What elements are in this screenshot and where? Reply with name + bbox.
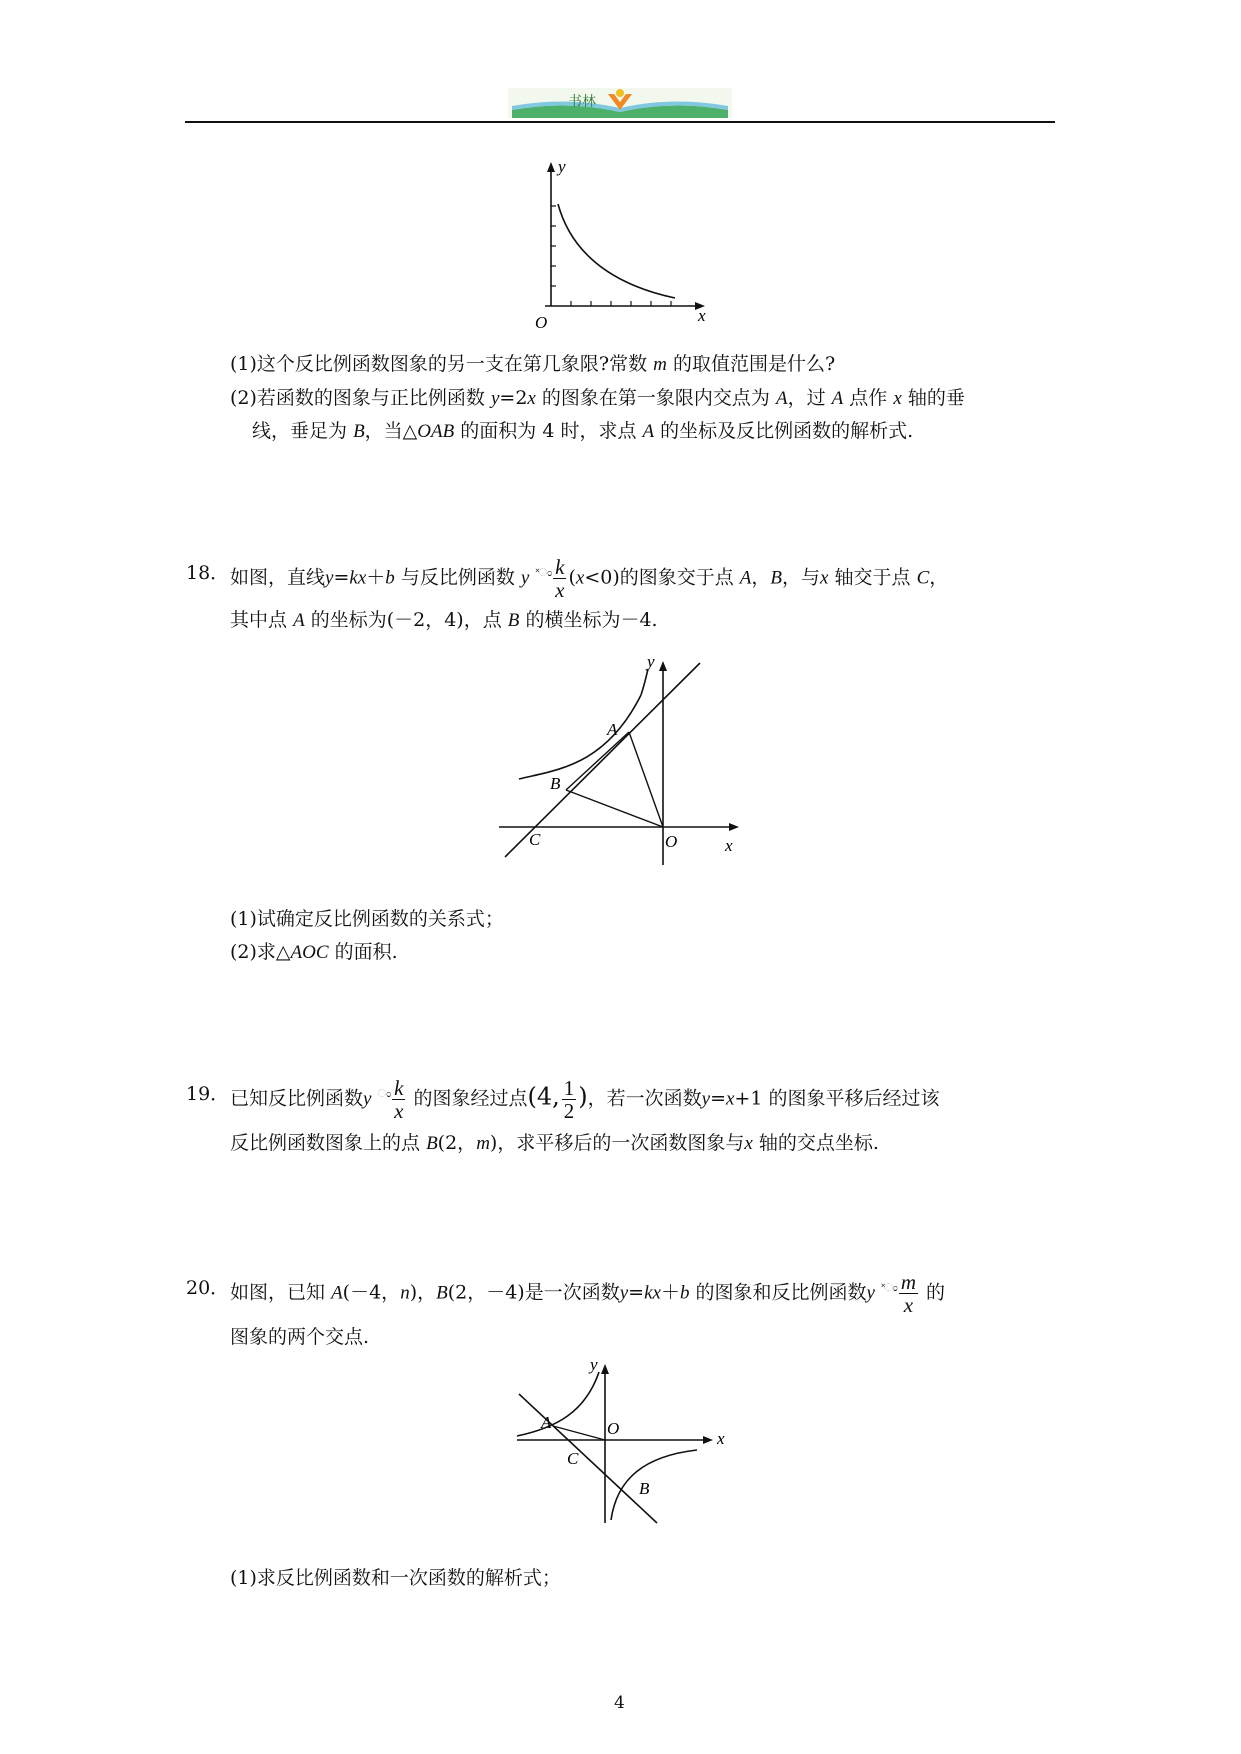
q18-part1: (1)试确定反比例函数的关系式； [230,908,504,930]
line-y-kx-b [505,663,700,857]
q19-fraction: $\frac{k}{x}$ [394,1075,404,1123]
x-axis-arrow-icon [729,823,739,831]
segment-AB [566,732,629,790]
q20-figure [505,1358,745,1528]
y-label: y [558,158,566,176]
point-C-label: C [567,1449,579,1468]
q19-number: 19． [186,1083,230,1105]
x-label: x [698,306,706,325]
y-axis-arrow-icon [601,1364,609,1374]
point-B-label: B [639,1479,650,1498]
q20-line2: 图象的两个交点. [230,1326,370,1348]
q18-part2: (2)求△AOC 的面积. [230,941,398,963]
hyperbola-branch-top [641,669,648,695]
q18-fraction: $\frac{k}{x}$ [555,554,565,602]
equals-mark-icon: ˟ಂ [535,566,552,579]
q20-line1: 如图，已知 A(－4，n)，B(2，－4)是一次函数y=kx＋b 的图象和反比例函数y ˟ಂ $\frac{m}{x}$ 的 [230,1269,946,1317]
point-C-label: C [529,830,541,849]
x-axis-arrow-icon [703,1436,713,1444]
q18-number: 18． [186,562,230,584]
x-label: x [717,1429,725,1448]
y-axis-arrow-icon [659,661,667,671]
y-label: y [590,1358,598,1374]
q18-line1: 如图，直线y=kx＋b 与反比例函数 y ˟ಂ $\frac{k}{x}$ (x<0)的图象交于点 A，B，与x 轴交于点 C， [230,554,949,602]
q19-point-fraction: $\frac{1}{2}$ [563,1075,575,1123]
q18-figure [495,655,755,875]
q20-fraction: $\frac{m}{x}$ [900,1269,916,1317]
point-A-label: A [607,720,618,739]
q17-part2-line1: (2)若函数的图象与正比例函数 y=2x 的图象在第一象限内交点为 A，过 A 点作 x 轴的垂 [230,387,965,409]
q20-part1: (1)求反比例函数和一次函数的解析式； [230,1567,561,1589]
page-number: 4 [614,1693,625,1713]
q17-figure [525,158,715,338]
header-rule [185,121,1055,123]
equals-mark-icon: ಂ [377,1087,391,1100]
q20-number: 20． [186,1277,230,1299]
header-logo [508,88,732,118]
book-logo-icon [508,88,732,118]
point-A-label: A [541,1413,552,1432]
y-label: y [647,655,655,671]
hyperbola-branch-right [611,1450,697,1520]
q19-line1: 已知反比例函数y ಂ $\frac{k}{x}$ 的图象经过点(4, $\frac{1}{2}$ )，若一次函数y=x+1 的图象平移后经过该 [230,1075,940,1123]
x-label: x [725,836,733,855]
q17-part1: (1)这个反比例函数图象的另一支在第几象限?常数 m 的取值范围是什么? [230,353,836,375]
hyperbola-branch [558,204,675,298]
equals-mark-icon: ˟ಂ [881,1281,897,1294]
segment-BO [566,790,663,827]
origin-label: O [665,832,678,851]
origin-label: O [607,1419,620,1438]
q18-line2: 其中点 A 的坐标为(－2，4)，点 B 的横坐标为－4. [230,609,658,631]
point-B-label: B [550,774,561,793]
segment-AO [629,732,663,827]
q19-line2: 反比例函数图象上的点 B(2，m)，求平移后的一次函数图象与x 轴的交点坐标. [230,1132,879,1154]
line-y-kx-b [519,1394,657,1523]
q17-part2-line2: 线，垂足为 B，当△OAB 的面积为 4 时，求点 A 的坐标及反比例函数的解析式. [252,420,914,442]
origin-label: O [535,313,548,332]
y-axis-arrow-icon [547,162,555,172]
svg-text:书林: 书林 [568,95,596,110]
